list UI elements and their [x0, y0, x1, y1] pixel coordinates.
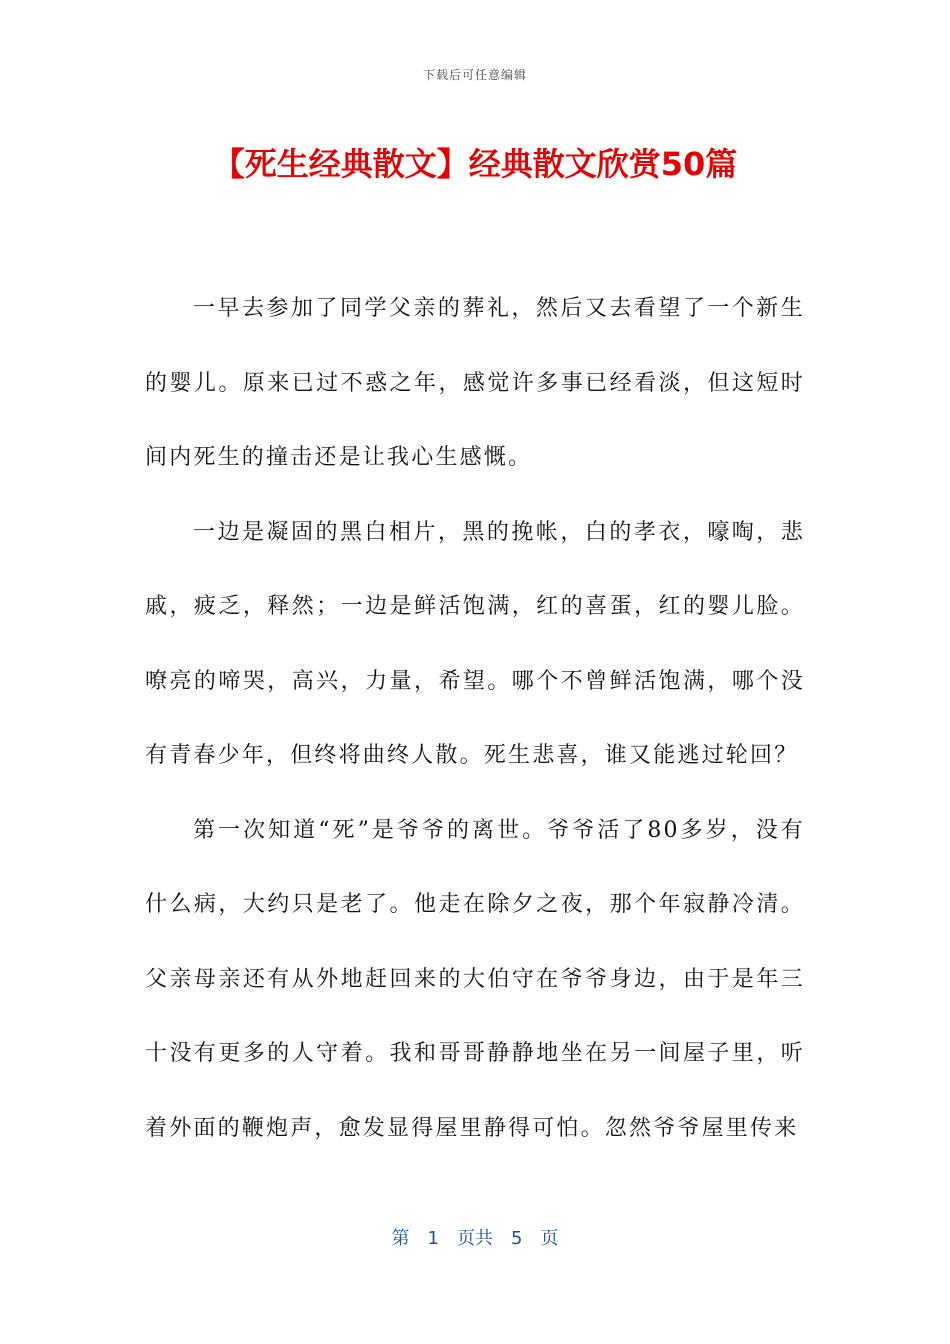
footer-page-number: 1	[427, 1228, 439, 1249]
paragraph-2: 一边是凝固的黑白相片，黑的挽帐，白的孝衣，嚎啕，悲戚，疲乏，释然；一边是鲜活饱满，红的喜蛋，红的婴儿脸。嘹亮的啼哭，高兴，力量，希望。哪个不曾鲜活饱满，哪个没有青春少年，但终将曲终人散。死生悲喜，谁又能逃过轮回？	[145, 519, 805, 768]
paragraph-1: 一早去参加了同学父亲的葬礼，然后又去看望了一个新生的婴儿。原来已过不惑之年，感觉许多事已经看淡，但这短时间内死生的撞击还是让我心生感慨。	[145, 296, 805, 470]
footer-middle: 页共	[457, 1228, 493, 1249]
footer-suffix: 页	[540, 1228, 559, 1249]
page-footer	[0, 1224, 950, 1250]
footer-total-pages: 5	[511, 1228, 523, 1249]
document-title: 【死生经典散文】经典散文欣赏50篇	[212, 145, 738, 183]
header-note: 下载后可任意编辑	[422, 68, 527, 82]
document-body	[145, 272, 805, 1166]
footer-prefix: 第	[391, 1228, 410, 1249]
paragraph-3: 第一次知道“死”是爷爷的离世。爷爷活了80多岁，没有什么病，大约只是老了。他走在除夕之夜，那个年寂静冷清。父亲母亲还有从外地赶回来的大伯守在爷爷身边，由于是年三十没有更多的人守着。我和哥哥静静地坐在另一间屋子里，听着外面的鞭炮声，愈发显得屋里静得可怕。忽然爷爷屋里传来	[145, 817, 805, 1141]
